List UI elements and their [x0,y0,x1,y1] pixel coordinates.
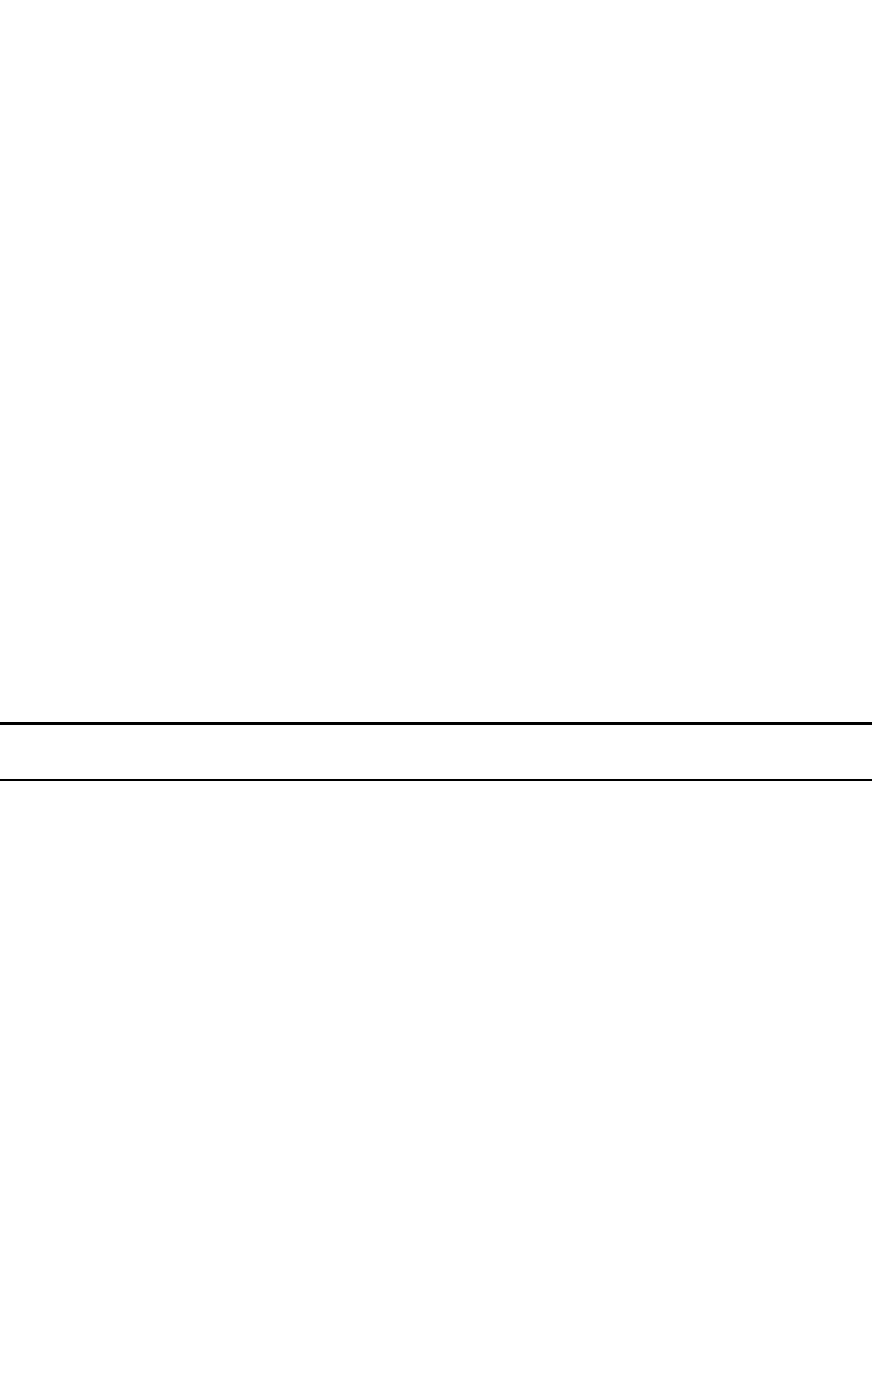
service-guide-section [0,778,872,1391]
home-service-guide-banner [0,722,872,781]
help-wanted-section [0,17,872,720]
masthead [0,4,866,16]
banner-deadlines [0,725,872,734]
